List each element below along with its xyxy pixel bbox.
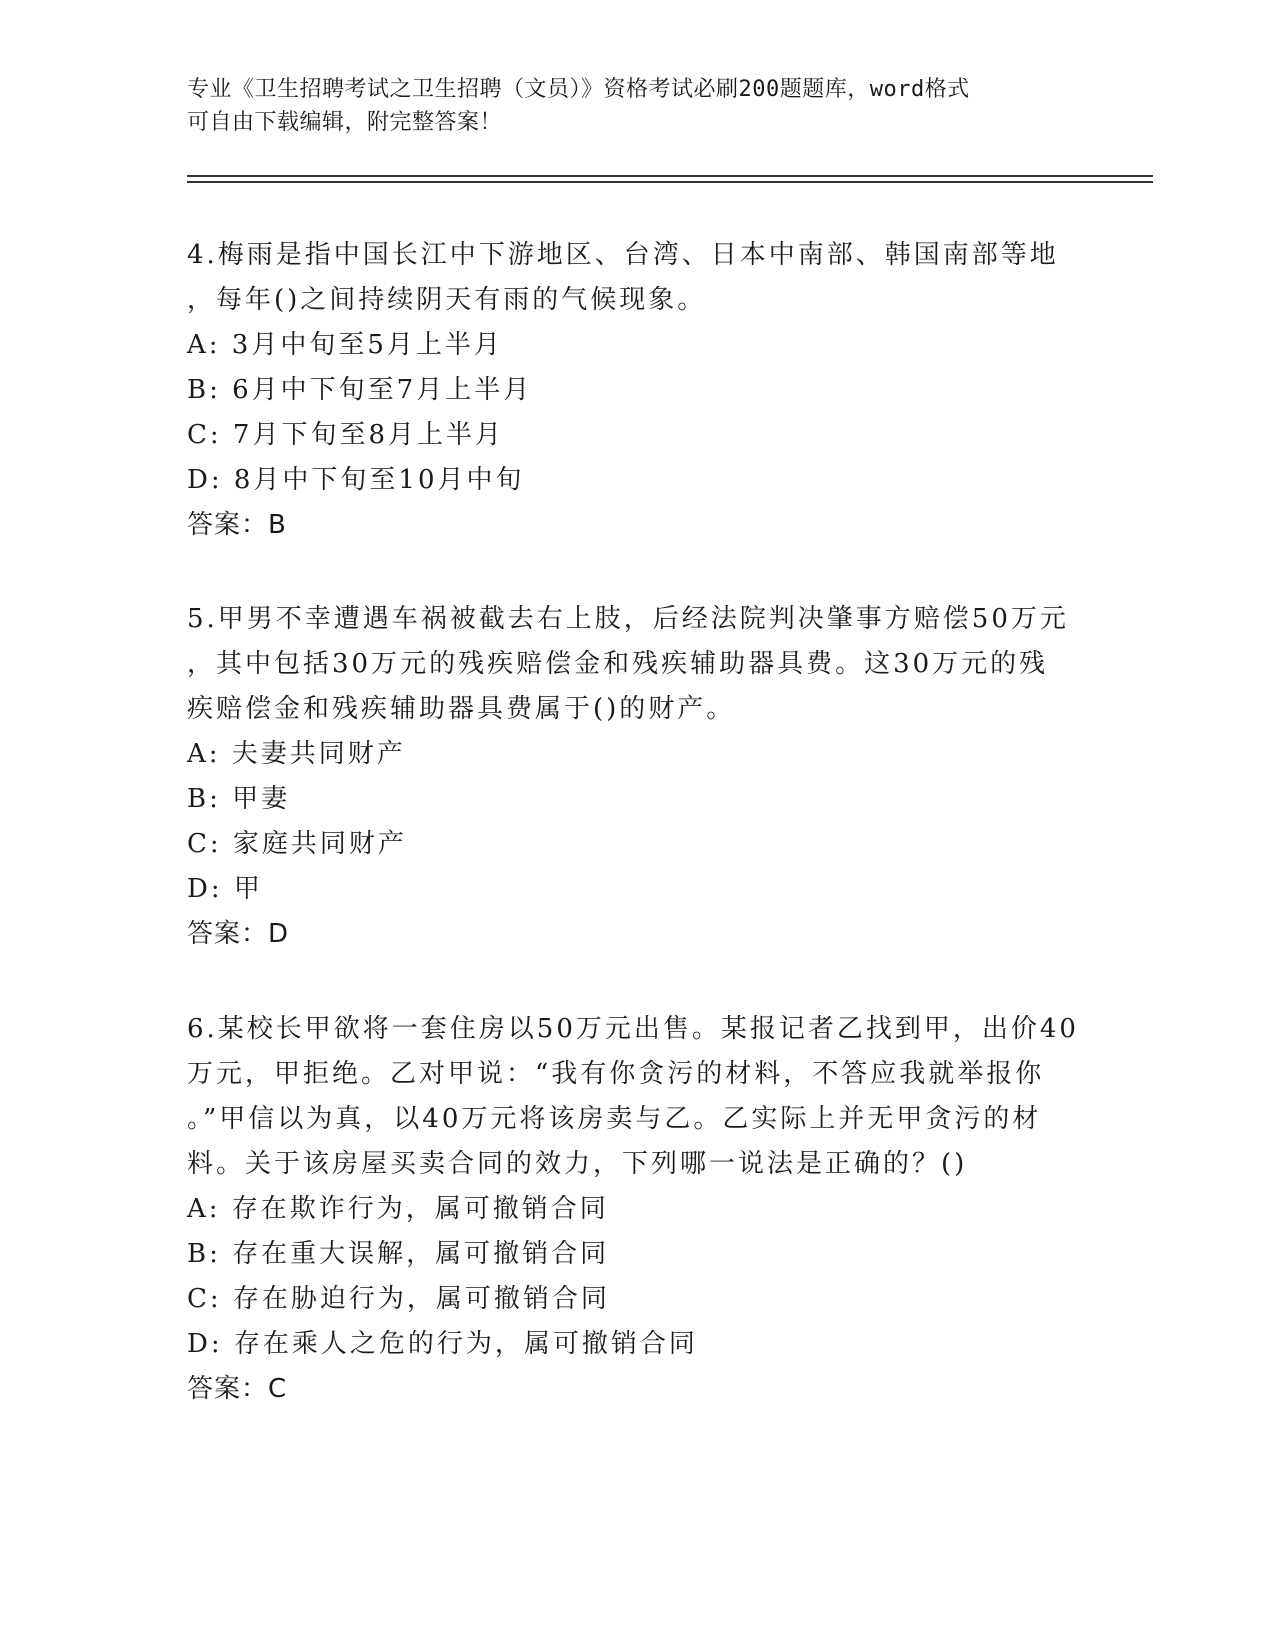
answer-text: 答案：D xyxy=(187,919,290,949)
question-block xyxy=(187,597,1087,957)
option-a: A: 3月中旬至5月上半月 xyxy=(187,330,503,360)
question-text: 料。关于该房屋买卖合同的效力，下列哪一说法是正确的？() xyxy=(187,1149,968,1179)
option-a: A: 存在欺诈行为，属可撤销合同 xyxy=(187,1194,609,1224)
option-b: B: 甲妻 xyxy=(187,784,291,814)
option-b: B: 6月中下旬至7月上半月 xyxy=(187,375,533,405)
option-d: D: 存在乘人之危的行为，属可撤销合同 xyxy=(187,1329,698,1359)
header-line: 可自由下载编辑，附完整答案！ xyxy=(187,110,503,135)
question-text: ，每年()之间持续阴天有雨的气候现象。 xyxy=(187,285,707,315)
option-b: B: 存在重大误解，属可撤销合同 xyxy=(187,1239,610,1269)
question-text: 5.甲男不幸遭遇车祸被截去右上肢，后经法院判决肇事方赔偿50万元 xyxy=(187,604,1069,634)
question-text: 疾赔偿金和残疾辅助器具费属于()的财产。 xyxy=(187,694,736,724)
header-line: 专业《卫生招聘考试之卫生招聘（文员）》资格考试必刷200题题库，word格式 xyxy=(187,77,970,102)
question-text: 万元，甲拒绝。乙对甲说：“我有你贪污的材料，不答应我就举报你 xyxy=(187,1059,1045,1089)
option-c: C: 家庭共同财产 xyxy=(187,829,407,859)
option-c: C: 存在胁迫行为，属可撤销合同 xyxy=(187,1284,610,1314)
question-text: 。”甲信以为真，以40万元将该房卖与乙。乙实际上并无甲贪污的材 xyxy=(187,1104,1042,1134)
question-text: 4.梅雨是指中国长江中下游地区、台湾、日本中南部、韩国南部等地 xyxy=(187,240,1059,270)
answer-text: 答案：B xyxy=(187,510,287,540)
question-text: 6.某校长甲欲将一套住房以50万元出售。某报记者乙找到甲，出价40 xyxy=(187,1014,1079,1044)
question-block xyxy=(187,233,1087,548)
option-c: C: 7月下旬至8月上半月 xyxy=(187,420,505,450)
question-text: ，其中包括30万元的残疾赔偿金和残疾辅助器具费。这30万元的残 xyxy=(187,649,1049,679)
document-header xyxy=(187,73,1067,139)
answer-text: 答案：C xyxy=(187,1374,288,1404)
header-divider xyxy=(187,175,1153,177)
option-d: D: 8月中下旬至10月中旬 xyxy=(187,465,525,495)
option-d: D: 甲 xyxy=(187,874,263,904)
header-divider xyxy=(187,181,1153,183)
question-block xyxy=(187,1007,1087,1412)
option-a: A: 夫妻共同财产 xyxy=(187,739,406,769)
